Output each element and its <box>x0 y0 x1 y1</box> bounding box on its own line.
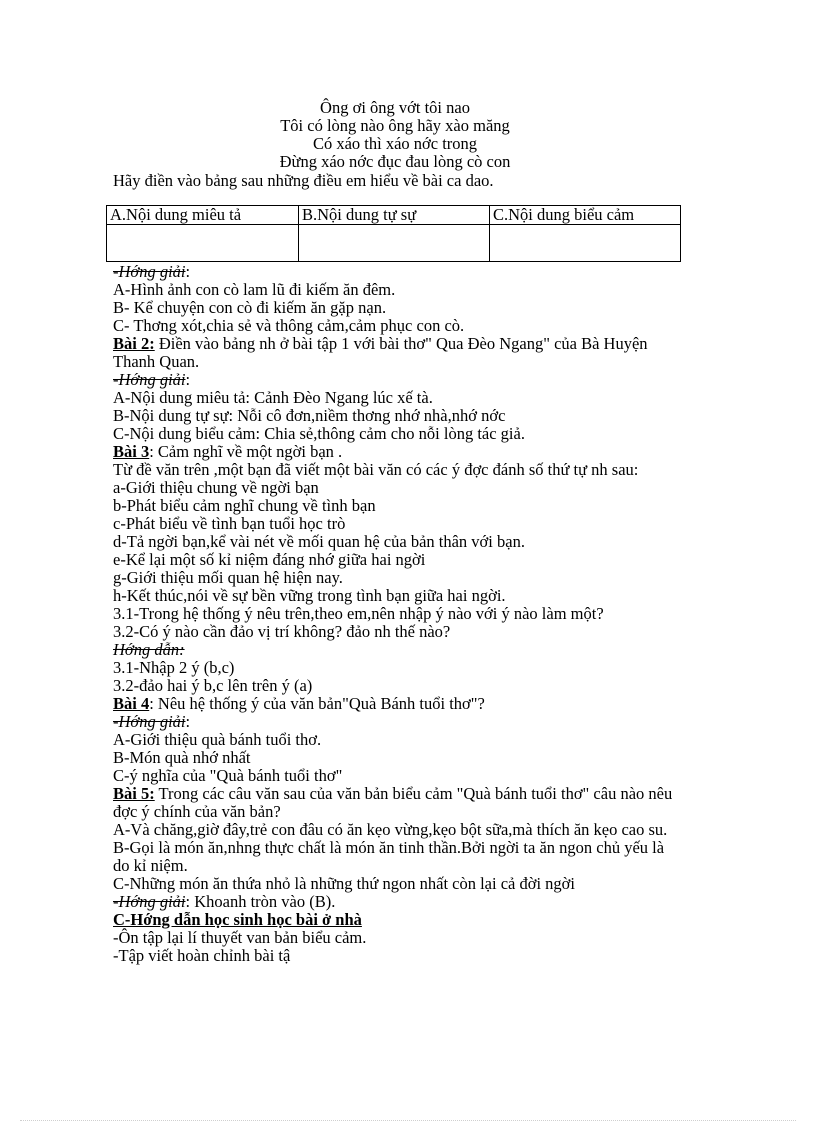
answer-line: C-ý nghĩa của "Quà bánh tuổi thơ" <box>113 766 343 785</box>
answer-line: 3.1-Nhập 2 ý (b,c) <box>113 658 235 677</box>
hint-heading <box>113 713 683 731</box>
exercise-5 <box>113 785 683 821</box>
hint-label: -Hớng giải <box>113 370 186 389</box>
poem <box>0 99 790 171</box>
answer-table <box>106 205 681 262</box>
hint-tail: : <box>185 370 191 389</box>
text-line: A-Và chăng,giờ đây,trẻ con đâu có ăn kẹo vừng,kẹo bột sữa,mà thích ăn kẹo cao su. <box>113 820 668 839</box>
exercise-3 <box>113 443 683 461</box>
table-cell <box>299 225 490 262</box>
answer-line: A-Nội dung miêu tả: Cảnh Đèo Ngang lúc xế tà. <box>113 388 433 407</box>
text-line: d-Tả ngời bạn,kể vài nét về mối quan hệ của bản thân với bạn. <box>113 532 525 551</box>
text-line: c-Phát biểu về tình bạn tuổi học trò <box>113 514 346 533</box>
text-line: Từ đề văn trên ,một bạn đã viết một bài văn có các ý đợc đánh số thứ tự nh sau: <box>113 460 639 479</box>
text-line: e-Kể lại một số kỉ niệm đáng nhớ giữa hai ngời <box>113 550 426 569</box>
answer-line: C-Nội dung biểu cảm: Chia sẻ,thông cảm cho nỗi lòng tác giả. <box>113 424 525 443</box>
text-line: a-Giới thiệu chung về ngời bạn <box>113 478 319 497</box>
task-intro: Hãy điền vào bảng sau những điều em hiểu về bài ca dao. <box>113 171 494 190</box>
poem-line: Đừng xáo nớc đục đau lòng cò con <box>279 152 511 171</box>
text-line: b-Phát biểu cảm nghĩ chung về tình bạn <box>113 496 376 515</box>
text-line: g-Giới thiệu mối quan hệ hiện nay. <box>113 568 343 587</box>
hint-label: -Hớng giải <box>113 712 186 731</box>
answer-line: A-Giới thiệu quà bánh tuổi thơ. <box>113 730 322 749</box>
answer-line: C- Thơng xót,chia sẻ và thông cảm,cảm phục con cò. <box>113 316 465 335</box>
exercise-2 <box>113 335 683 371</box>
answer-line: B-Nội dung tự sự: Nỗi cô đơn,niềm thơng nhớ nhà,nhớ nớc <box>113 406 506 425</box>
hint-label: -Hớng giải <box>113 892 186 911</box>
page-edge-divider <box>20 1120 796 1121</box>
table-cell <box>490 225 681 262</box>
answer-line: A-Hình ảnh con cò lam lũ đi kiếm ăn đêm. <box>113 280 396 299</box>
hint-tail: : <box>185 712 191 731</box>
document-body <box>113 263 683 965</box>
homework-line: -Tập viết hoàn chỉnh bài tậ <box>113 946 291 965</box>
table-cell <box>107 225 299 262</box>
text-line: h-Kết thúc,nói về sự bền vững trong tình bạn giữa hai ngời. <box>113 586 506 605</box>
poem-line: Có xáo thì xáo nớc trong <box>312 134 478 153</box>
exercise-4 <box>113 695 683 713</box>
poem-line: Tôi có lòng nào ông hãy xào măng <box>280 116 510 135</box>
text-line: 3.2-Có ý nào cần đảo vị trí không? đảo nh thế nào? <box>113 622 451 641</box>
answer-line: B- Kể chuyện con cò đi kiếm ăn gặp nạn. <box>113 298 387 317</box>
hint-label: -Hớng giải <box>113 262 186 281</box>
hint-tail: : Khoanh tròn vào (B). <box>185 892 336 911</box>
exercise-text: : Cảm nghĩ về một ngời bạn . <box>149 442 343 461</box>
answer-line: B-Món quà nhớ nhất <box>113 748 251 767</box>
homework-title: C-Hớng dẫn học sinh học bài ở nhà <box>113 910 362 929</box>
hint-label: Hớng dẫn: <box>113 640 185 659</box>
hint-tail: : <box>185 262 191 281</box>
exercise-label: Bài 2: <box>113 334 155 353</box>
text-line: C-Những món ăn thứa nhỏ là những thứ ngon nhất còn lại cả đời ngời <box>113 874 575 893</box>
answer-line: 3.2-đảo hai ý b,c lên trên ý (a) <box>113 676 313 695</box>
exercise-text: : Nêu hệ thống ý của văn bản"Quà Bánh tuổi thơ"? <box>149 694 485 713</box>
exercise-text: Điền vào bảng nh ở bài tập 1 với bài thơ" Qua Đèo Ngang" của Bà Huyện Thanh Quan. <box>113 334 648 371</box>
hint-heading <box>113 641 683 659</box>
exercise-label: Bài 3 <box>113 442 150 461</box>
poem-line: Ông ơi ông vớt tôi nao <box>320 98 470 117</box>
exercise-label: Bài 5: <box>113 784 155 803</box>
text-line: 3.1-Trong hệ thống ý nêu trên,theo em,nên nhập ý nào với ý nào làm một? <box>113 604 604 623</box>
exercise-text: Trong các câu văn sau của văn bản biểu cảm "Quà bánh tuổi thơ" câu nào nêu đợc ý chính của văn bản? <box>113 784 673 821</box>
text-line: B-Gọi là món ăn,nhng thực chất là món ăn tinh thần.Bởi ngời ta ăn ngon chủ yếu là do kỉ niệm. <box>113 838 665 875</box>
exercise-label: Bài 4 <box>113 694 150 713</box>
homework-line: -Ôn tập lại lí thuyết van bản biểu cảm. <box>113 928 367 947</box>
table-header-cell: B.Nội dung tự sự <box>299 206 490 225</box>
hint-heading <box>113 371 683 389</box>
table-header-cell: C.Nội dung biểu cảm <box>490 206 681 225</box>
table-header-cell: A.Nội dung miêu tả <box>107 206 299 225</box>
hint-heading <box>113 263 683 281</box>
hint-heading <box>113 893 683 911</box>
